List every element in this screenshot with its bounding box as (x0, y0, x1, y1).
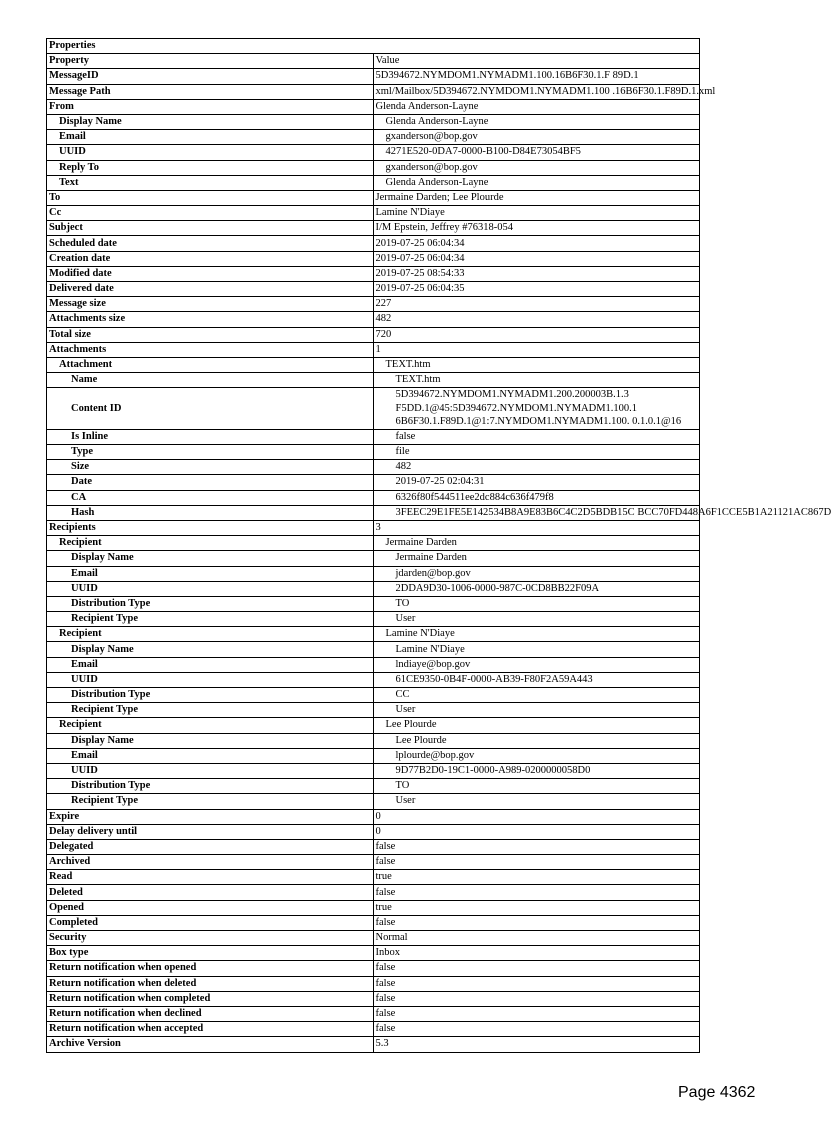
table-row (47, 490, 700, 505)
table-row (47, 536, 700, 551)
table-row (47, 99, 700, 114)
table-row (47, 160, 700, 175)
property-value: false (373, 976, 700, 991)
table-row (47, 388, 700, 430)
property-value: TO (373, 779, 700, 794)
table-row (47, 931, 700, 946)
table-header-row (47, 54, 700, 69)
property-value: 2019-07-25 06:04:34 (373, 236, 700, 251)
property-name: Box type (47, 946, 374, 961)
property-value: 5D394672.NYMDOM1.NYMADM1.200.200003B.1.3 F5DD.1@45:5D394672.NYMDOM1.NYMADM1.100.1 6B6F30.1.F89D.1@1:7.NYMDOM1.NYMADM1.100. 0.1.0.1@16 (373, 388, 700, 430)
table-row (47, 297, 700, 312)
table-row (47, 429, 700, 444)
property-value: 2019-07-25 06:04:34 (373, 251, 700, 266)
property-name: Size (47, 460, 374, 475)
property-name: Completed (47, 915, 374, 930)
table-row (47, 794, 700, 809)
property-value: 5D394672.NYMDOM1.NYMADM1.100.16B6F30.1.F 89D.1 (373, 69, 700, 84)
table-row (47, 718, 700, 733)
table-title-row (47, 39, 700, 54)
table-row (47, 373, 700, 388)
page-number: Page 4362 (678, 1084, 756, 1101)
table-row (47, 672, 700, 687)
table-row (47, 342, 700, 357)
property-name: CA (47, 490, 374, 505)
table-row (47, 763, 700, 778)
property-name: Recipient Type (47, 612, 374, 627)
property-name: Modified date (47, 266, 374, 281)
property-name: Is Inline (47, 429, 374, 444)
column-header-property: Property (47, 54, 374, 69)
property-value: 2019-07-25 02:04:31 (373, 475, 700, 490)
property-name: Total size (47, 327, 374, 342)
table-row (47, 114, 700, 129)
property-name: Distribution Type (47, 596, 374, 611)
property-value: 720 (373, 327, 700, 342)
column-header-value: Value (373, 54, 700, 69)
table-row (47, 900, 700, 915)
property-name: Subject (47, 221, 374, 236)
property-value: 1 (373, 342, 700, 357)
table-row (47, 733, 700, 748)
property-name: Name (47, 373, 374, 388)
property-name: Delegated (47, 839, 374, 854)
table-row (47, 312, 700, 327)
table-row (47, 282, 700, 297)
property-value: Inbox (373, 946, 700, 961)
table-row (47, 915, 700, 930)
table-row (47, 870, 700, 885)
table-row (47, 221, 700, 236)
property-value: Jermaine Darden; Lee Plourde (373, 190, 700, 205)
property-value: CC (373, 688, 700, 703)
property-value: xml/Mailbox/5D394672.NYMDOM1.NYMADM1.100 .16B6F30.1.F89D.1.xml (373, 84, 700, 99)
property-value: file (373, 445, 700, 460)
property-name: Display Name (47, 642, 374, 657)
property-value: Lamine N'Diaye (373, 206, 700, 221)
property-value: lplourde@bop.gov (373, 748, 700, 763)
table-row (47, 1037, 700, 1052)
property-name: Hash (47, 505, 374, 520)
property-name: Date (47, 475, 374, 490)
table-row (47, 703, 700, 718)
property-name: Return notification when declined (47, 1006, 374, 1021)
table-row (47, 688, 700, 703)
property-name: Attachments (47, 342, 374, 357)
property-name: Security (47, 931, 374, 946)
property-value: 227 (373, 297, 700, 312)
property-name: Email (47, 566, 374, 581)
property-name: MessageID (47, 69, 374, 84)
property-value: 0 (373, 824, 700, 839)
property-value: Glenda Anderson-Layne (373, 114, 700, 129)
property-value: Glenda Anderson-Layne (373, 99, 700, 114)
property-value: 4271E520-0DA7-0000-B100-D84E73054BF5 (373, 145, 700, 160)
table-row (47, 266, 700, 281)
property-name: Email (47, 748, 374, 763)
table-row (47, 627, 700, 642)
property-value: 482 (373, 312, 700, 327)
property-value: TEXT.htm (373, 357, 700, 372)
property-name: Return notification when deleted (47, 976, 374, 991)
property-name: UUID (47, 581, 374, 596)
table-row (47, 327, 700, 342)
property-value: User (373, 794, 700, 809)
property-name: Display Name (47, 114, 374, 129)
property-value: Lamine N'Diaye (373, 642, 700, 657)
property-name: Cc (47, 206, 374, 221)
property-value: I/M Epstein, Jeffrey #76318-054 (373, 221, 700, 236)
property-value: false (373, 915, 700, 930)
property-value: false (373, 991, 700, 1006)
property-value: Jermaine Darden (373, 536, 700, 551)
property-name: UUID (47, 145, 374, 160)
table-row (47, 357, 700, 372)
property-value: true (373, 900, 700, 915)
property-name: UUID (47, 763, 374, 778)
property-name: Recipient Type (47, 703, 374, 718)
property-value: false (373, 855, 700, 870)
property-value: 3 (373, 520, 700, 535)
table-row (47, 445, 700, 460)
property-value: TEXT.htm (373, 373, 700, 388)
table-row (47, 130, 700, 145)
table-row (47, 748, 700, 763)
table-row (47, 1022, 700, 1037)
table-row (47, 976, 700, 991)
property-name: Message size (47, 297, 374, 312)
property-name: UUID (47, 672, 374, 687)
property-value: Lamine N'Diaye (373, 627, 700, 642)
table-row (47, 612, 700, 627)
property-value: false (373, 961, 700, 976)
property-name: Attachment (47, 357, 374, 372)
property-name: Return notification when opened (47, 961, 374, 976)
property-value: Lee Plourde (373, 718, 700, 733)
property-value: User (373, 612, 700, 627)
property-name: Recipient Type (47, 794, 374, 809)
table-row (47, 657, 700, 672)
property-name: Content ID (47, 388, 374, 430)
property-name: Archive Version (47, 1037, 374, 1052)
property-value: 2019-07-25 08:54:33 (373, 266, 700, 281)
property-name: Distribution Type (47, 779, 374, 794)
table-row (47, 824, 700, 839)
table-row (47, 961, 700, 976)
property-name: To (47, 190, 374, 205)
table-row (47, 809, 700, 824)
property-value: Jermaine Darden (373, 551, 700, 566)
property-name: Display Name (47, 733, 374, 748)
property-value: jdarden@bop.gov (373, 566, 700, 581)
property-value: 9D77B2D0-19C1-0000-A989-0200000058D0 (373, 763, 700, 778)
table-row (47, 175, 700, 190)
table-row (47, 505, 700, 520)
property-name: Recipient (47, 536, 374, 551)
table-row (47, 251, 700, 266)
property-name: Type (47, 445, 374, 460)
table-row (47, 642, 700, 657)
property-value: Glenda Anderson-Layne (373, 175, 700, 190)
property-value: gxanderson@bop.gov (373, 130, 700, 145)
property-name: Message Path (47, 84, 374, 99)
property-value: Lee Plourde (373, 733, 700, 748)
table-row (47, 206, 700, 221)
property-value: TO (373, 596, 700, 611)
property-name: Return notification when accepted (47, 1022, 374, 1037)
property-name: Display Name (47, 551, 374, 566)
table-row (47, 145, 700, 160)
property-name: Return notification when completed (47, 991, 374, 1006)
table-row (47, 460, 700, 475)
property-value: 482 (373, 460, 700, 475)
properties-table (46, 38, 831, 1053)
table-row (47, 84, 700, 99)
table-row (47, 596, 700, 611)
property-value: 0 (373, 809, 700, 824)
table-row (47, 946, 700, 961)
property-name: Expire (47, 809, 374, 824)
property-name: Recipient (47, 718, 374, 733)
property-name: From (47, 99, 374, 114)
table-row (47, 855, 700, 870)
table-row (47, 885, 700, 900)
property-value: lndiaye@bop.gov (373, 657, 700, 672)
property-name: Archived (47, 855, 374, 870)
property-value: false (373, 429, 700, 444)
property-value: 61CE9350-0B4F-0000-AB39-F80F2A59A443 (373, 672, 700, 687)
property-value: false (373, 1022, 700, 1037)
property-name: Attachments size (47, 312, 374, 327)
table-row (47, 520, 700, 535)
property-value: 5.3 (373, 1037, 700, 1052)
property-name: Read (47, 870, 374, 885)
property-value: false (373, 1006, 700, 1021)
property-value: 2019-07-25 06:04:35 (373, 282, 700, 297)
table-row (47, 1006, 700, 1021)
property-value: true (373, 870, 700, 885)
property-name: Email (47, 657, 374, 672)
property-value: Normal (373, 931, 700, 946)
table-row (47, 69, 700, 84)
property-name: Text (47, 175, 374, 190)
property-name: Creation date (47, 251, 374, 266)
table-row (47, 991, 700, 1006)
property-value: 2DDA9D30-1006-0000-987C-0CD8BB22F09A (373, 581, 700, 596)
property-name: Recipients (47, 520, 374, 535)
property-value: false (373, 885, 700, 900)
property-name: Scheduled date (47, 236, 374, 251)
table-title: Properties (47, 39, 700, 54)
property-value: User (373, 703, 700, 718)
table-row (47, 190, 700, 205)
table-row (47, 581, 700, 596)
property-name: Opened (47, 900, 374, 915)
table-row (47, 566, 700, 581)
property-value: 3FEEC29E1FE5E142534B8A9E83B6C4C2D5BDB15C BCC70FD448A6F1CCE5B1A21121AC867D (373, 505, 700, 520)
property-name: Reply To (47, 160, 374, 175)
table-row (47, 236, 700, 251)
table-row (47, 839, 700, 854)
property-name: Delivered date (47, 282, 374, 297)
property-name: Delay delivery until (47, 824, 374, 839)
table-row (47, 475, 700, 490)
property-name: Distribution Type (47, 688, 374, 703)
property-name: Recipient (47, 627, 374, 642)
property-value: false (373, 839, 700, 854)
property-name: Deleted (47, 885, 374, 900)
property-value: 6326f80f544511ee2dc884c636f479f8 (373, 490, 700, 505)
property-value: gxanderson@bop.gov (373, 160, 700, 175)
table-row (47, 551, 700, 566)
property-name: Email (47, 130, 374, 145)
table-row (47, 779, 700, 794)
